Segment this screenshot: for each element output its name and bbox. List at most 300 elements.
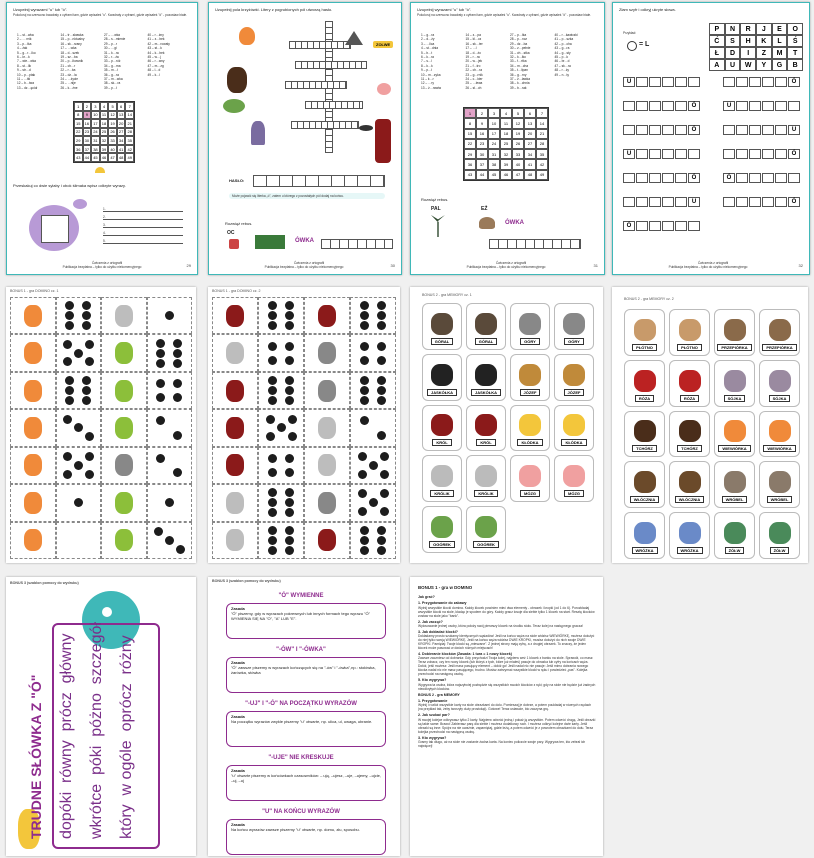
- cipher-slot[interactable]: [662, 101, 674, 111]
- domino-dots-card[interactable]: [56, 334, 102, 371]
- cipher-letter: L: [772, 35, 788, 47]
- domino-picture-card[interactable]: [304, 484, 350, 521]
- cipher-slot[interactable]: [649, 197, 661, 207]
- swallow-icon: [359, 125, 373, 131]
- instruction-heading: 4. Dobieranie klocków (Zasada: 1 tura = 1 nowy klocek): [418, 652, 512, 657]
- word-list: [421, 33, 595, 103]
- domino-picture-card[interactable]: [212, 522, 258, 559]
- squirrel-icon: [24, 492, 42, 514]
- cipher-letter: S: [725, 35, 741, 47]
- instructions-page: [410, 577, 603, 856]
- word-item: 38 – sk…ra: [104, 81, 121, 86]
- domino-picture-card[interactable]: [10, 447, 56, 484]
- domino-dot: [268, 498, 277, 507]
- cipher-letter: N: [725, 23, 741, 35]
- domino-picture-card[interactable]: [304, 447, 350, 484]
- rule-box: [226, 657, 386, 693]
- word-item: 9 – p…ł: [421, 68, 432, 73]
- domino-dots-card[interactable]: [258, 334, 304, 371]
- memory-card[interactable]: [466, 354, 506, 401]
- cipher-slot[interactable]: [662, 149, 674, 159]
- memory-label: KŁÓDKA: [517, 439, 542, 446]
- memory-card[interactable]: [669, 411, 710, 458]
- cipher-slot[interactable]: [649, 221, 661, 231]
- domino-dots-card[interactable]: [258, 297, 304, 334]
- word-item: 5 – g…r…lko: [17, 50, 36, 55]
- grid-cell: 5: [512, 108, 524, 118]
- hedgehog-icon: [479, 217, 495, 229]
- domino-dot: [74, 461, 83, 470]
- domino-dots-card[interactable]: [56, 409, 102, 446]
- word-item: 4 – żak: [17, 46, 28, 51]
- memory-card[interactable]: [714, 360, 755, 407]
- memory-picture-icon: [563, 364, 585, 386]
- cipher-slot[interactable]: [636, 101, 648, 111]
- memory-card[interactable]: [759, 309, 800, 356]
- memory-label: KRÓL: [432, 439, 451, 446]
- domino-dots-card[interactable]: [350, 372, 396, 409]
- memory-card[interactable]: [554, 455, 594, 502]
- squirrel-icon: [24, 454, 42, 476]
- domino-picture-card[interactable]: [212, 334, 258, 371]
- word-item: 36 – g…rny: [510, 72, 527, 77]
- word-item: 15 – p…nktualny: [60, 37, 85, 42]
- domino-dots-card[interactable]: [350, 334, 396, 371]
- domino-dot: [360, 321, 369, 330]
- domino-picture-card[interactable]: [101, 409, 147, 446]
- domino-dots-card[interactable]: [56, 484, 102, 521]
- domino-dot: [377, 301, 386, 310]
- domino-picture-card[interactable]: [101, 447, 147, 484]
- memory-picture-icon: [431, 414, 453, 436]
- number-grid: [73, 101, 135, 163]
- cipher-letter: T: [787, 47, 803, 59]
- memory-picture-icon: [679, 319, 701, 341]
- memory-card[interactable]: [669, 360, 710, 407]
- word-item: 11 – k…r: [421, 77, 434, 82]
- domino-dot: [268, 454, 277, 463]
- footer-line-2: Publikacja bezpłatna – tylko do użytku niekomercyjnego: [466, 265, 546, 269]
- cipher-slot[interactable]: [762, 77, 774, 87]
- grid-cell: 27: [524, 139, 536, 149]
- cipher-slot[interactable]: [723, 197, 735, 207]
- memory-label: JÓZEF: [520, 389, 541, 396]
- snail-illustration: [23, 195, 93, 255]
- domino-picture-card[interactable]: [10, 372, 56, 409]
- domino-dots-card[interactable]: [56, 447, 102, 484]
- cipher-slot[interactable]: [662, 173, 674, 183]
- domino-picture-card[interactable]: [10, 297, 56, 334]
- domino-dots-card[interactable]: [350, 297, 396, 334]
- domino-picture-card[interactable]: [10, 484, 56, 521]
- cipher-letter: W: [740, 59, 756, 71]
- answer-line: 5.: [103, 239, 183, 244]
- word-item: 25 – …lewa: [465, 81, 483, 86]
- memory-picture-icon: [475, 465, 497, 487]
- cipher-slot[interactable]: [788, 101, 800, 111]
- domino-dot: [82, 376, 91, 385]
- cipher-slot[interactable]: [662, 125, 674, 135]
- cipher-slot[interactable]: [649, 125, 661, 135]
- cipher-slot[interactable]: [723, 149, 735, 159]
- grid-cell: 46: [500, 170, 512, 180]
- memory-label: KŁÓDKA: [561, 439, 586, 446]
- cipher-slot[interactable]: [749, 197, 761, 207]
- cipher-slot[interactable]: [623, 197, 635, 207]
- memory-card[interactable]: [510, 354, 550, 401]
- word-item: 3 – …lica: [421, 41, 435, 46]
- memory-card[interactable]: [624, 461, 665, 508]
- memory-card[interactable]: [422, 455, 462, 502]
- cipher-fixed-letter: U: [623, 77, 635, 87]
- word-item: 44 – g…sty: [554, 50, 571, 55]
- memory-card[interactable]: [554, 303, 594, 350]
- domino-dots-card[interactable]: [258, 484, 304, 521]
- domino-picture-card[interactable]: [304, 522, 350, 559]
- cipher-slot[interactable]: [762, 101, 774, 111]
- domino-dots-card[interactable]: [147, 522, 193, 559]
- memory-card[interactable]: [466, 455, 506, 502]
- domino-dots-card[interactable]: [56, 297, 102, 334]
- grid-cell: 32: [100, 136, 109, 145]
- word-item: 7 – wie…wka: [17, 59, 36, 64]
- domino-picture-card[interactable]: [212, 484, 258, 521]
- forest-icon: [255, 235, 285, 249]
- memory-card[interactable]: [422, 354, 462, 401]
- worksheet-page-31: [410, 2, 605, 275]
- memory-card[interactable]: [510, 303, 550, 350]
- domino-dots-card[interactable]: [147, 484, 193, 521]
- poster-word: główny: [58, 633, 75, 684]
- cipher-slot[interactable]: [662, 221, 674, 231]
- cipher-slot[interactable]: [749, 77, 761, 87]
- cipher-slot[interactable]: [623, 101, 635, 111]
- memory-card[interactable]: [624, 512, 665, 559]
- grid-cell: 41: [117, 145, 126, 154]
- cipher-fixed-letter: U: [788, 125, 800, 135]
- domino-dots-card[interactable]: [258, 447, 304, 484]
- domino-dot: [380, 470, 389, 479]
- word-item: 27 – …wka: [104, 33, 120, 37]
- memory-card[interactable]: [624, 360, 665, 407]
- memory-picture-icon: [769, 370, 791, 392]
- domino-dot: [63, 452, 72, 461]
- cipher-slot[interactable]: [649, 101, 661, 111]
- cipher-fixed-letter: Ó: [688, 125, 700, 135]
- memory-card[interactable]: [759, 411, 800, 458]
- memory-card[interactable]: [669, 309, 710, 356]
- memory-card[interactable]: [669, 461, 710, 508]
- page-number: 32: [798, 263, 803, 268]
- memory-card[interactable]: [669, 512, 710, 559]
- cipher-slot[interactable]: [749, 173, 761, 183]
- instruction-2: Pokoloruj na czerwono kwadraty z cyframi tam, gdzie wpisałeś "u". Kwadraty z cyframi, gdzie wpisałeś "ó" - pozostaw białe.: [13, 13, 188, 17]
- grid-cell: 17: [91, 119, 100, 128]
- domino-dot: [360, 396, 369, 405]
- grid-cell: 39: [100, 145, 109, 154]
- poster-word: równy: [58, 740, 75, 783]
- word-item: 20 – p…łkownik: [60, 59, 84, 64]
- lamp-icon: [229, 239, 239, 249]
- domino-dots-card[interactable]: [56, 372, 102, 409]
- cipher-slot[interactable]: [688, 77, 700, 87]
- memory-label: RÓŻA: [680, 395, 699, 402]
- grid-cell: 37: [476, 159, 488, 169]
- memory-card[interactable]: [759, 360, 800, 407]
- cipher-slot[interactable]: [636, 125, 648, 135]
- domino-dots-card[interactable]: [350, 447, 396, 484]
- word-item: 17 – …l: [465, 46, 477, 51]
- cipher-slot[interactable]: [775, 101, 787, 111]
- domino-dots-card[interactable]: [147, 447, 193, 484]
- cipher-slot[interactable]: [675, 173, 687, 183]
- domino-picture-card[interactable]: [10, 522, 56, 559]
- footer-line-2: Publikacja bezpłatna – tylko do użytku niekomercyjnego: [264, 265, 344, 269]
- domino-dots-card[interactable]: [147, 334, 193, 371]
- cipher-slot[interactable]: [762, 197, 774, 207]
- cipher-slot[interactable]: [775, 77, 787, 87]
- memory-card[interactable]: [624, 309, 665, 356]
- cipher-slot[interactable]: [775, 173, 787, 183]
- instruction-text: Wylosowanie jednej osoby, która położy swój pierwszy klocek na środku stołu. Teraz kolej na następnego gracza!: [418, 623, 583, 628]
- word-item: 14 – z…pa: [465, 33, 481, 37]
- cipher-slot[interactable]: [788, 173, 800, 183]
- domino-dot: [285, 488, 294, 497]
- cipher-word-row: [623, 193, 700, 207]
- rule-box: [226, 819, 386, 855]
- word-item: 19 – r…ra: [465, 55, 480, 60]
- cipher-slot[interactable]: [775, 197, 787, 207]
- domino-dots-card[interactable]: [56, 522, 102, 559]
- grid-cell: 14: [125, 111, 134, 120]
- domino-picture-card[interactable]: [304, 409, 350, 446]
- memory-card[interactable]: [714, 411, 755, 458]
- grid-cell: 40: [512, 159, 524, 169]
- domino-dot: [268, 376, 277, 385]
- memory-picture-icon: [634, 420, 656, 442]
- domino-dot: [82, 301, 91, 310]
- cipher-slot[interactable]: [675, 125, 687, 135]
- memory-card[interactable]: [759, 512, 800, 559]
- domino-dot: [65, 311, 74, 320]
- domino-picture-card[interactable]: [10, 409, 56, 446]
- word-item: 16 – sk…rzany: [60, 41, 82, 46]
- cipher-slot[interactable]: [649, 149, 661, 159]
- memory-label: JASKÓŁKA: [471, 389, 501, 396]
- cipher-slot[interactable]: [749, 101, 761, 111]
- cipher-slot[interactable]: [675, 77, 687, 87]
- grid-cell: 7: [125, 102, 134, 111]
- grid-cell: 47: [512, 170, 524, 180]
- squirrel-icon: [24, 380, 42, 402]
- memory-card[interactable]: [422, 506, 462, 553]
- cipher-slot[interactable]: [762, 173, 774, 183]
- cipher-slot[interactable]: [688, 149, 700, 159]
- grid-cell: 2: [83, 102, 92, 111]
- grid-cell: 20: [117, 119, 126, 128]
- word-item: 33 – f…rtka: [510, 59, 527, 64]
- memory-card[interactable]: [466, 303, 506, 350]
- domino-dots-card[interactable]: [147, 297, 193, 334]
- domino-picture-card[interactable]: [304, 297, 350, 334]
- domino-dot: [285, 342, 294, 351]
- bird-icon: [318, 492, 336, 514]
- cipher-slot[interactable]: [749, 125, 761, 135]
- domino-dot: [380, 489, 389, 498]
- cipher-slot[interactable]: [662, 77, 674, 87]
- domino-picture-card[interactable]: [10, 334, 56, 371]
- memory-card[interactable]: [554, 354, 594, 401]
- word-item: 29 – p…r: [104, 41, 118, 46]
- instruction-text: Wygrywa ta osoba, która najszybciej pozbędzie się wszystkich swoich klocków z ręki; gdy na stole nie będzie już żadnych nieodkrytych klocków.: [418, 682, 596, 691]
- cipher-slot[interactable]: [723, 77, 735, 87]
- memory-card[interactable]: [422, 405, 462, 452]
- header-note: (szablon pomocy do wydruku): [26, 581, 79, 585]
- grid-cell: 12: [512, 118, 524, 128]
- memory-card[interactable]: [510, 405, 550, 452]
- cipher-slot[interactable]: [636, 149, 648, 159]
- cipher-slot[interactable]: [675, 149, 687, 159]
- cipher-slot[interactable]: [736, 77, 748, 87]
- cipher-slot[interactable]: [662, 197, 674, 207]
- domino-picture-card[interactable]: [101, 522, 147, 559]
- king-icon: [375, 119, 391, 163]
- domino-dot: [369, 498, 378, 507]
- memory-picture-icon: [724, 370, 746, 392]
- domino-dot: [74, 498, 83, 507]
- domino-picture-card[interactable]: [304, 372, 350, 409]
- cipher-slot[interactable]: [736, 173, 748, 183]
- memory-card[interactable]: [714, 512, 755, 559]
- poster-page: [6, 577, 196, 856]
- word-item: 32 – k…łko: [510, 55, 526, 60]
- cipher-slot[interactable]: [649, 77, 661, 87]
- cipher-slot[interactable]: [723, 125, 735, 135]
- cipher-slot[interactable]: [636, 221, 648, 231]
- word-item: 1 – g…ra: [421, 33, 435, 37]
- domino-picture-card[interactable]: [101, 484, 147, 521]
- cipher-slot[interactable]: [736, 149, 748, 159]
- cipher-fixed-letter: Ó: [688, 173, 700, 183]
- cipher-slot[interactable]: [623, 173, 635, 183]
- memory-card[interactable]: [466, 506, 506, 553]
- memory-picture-icon: [769, 522, 791, 544]
- cipher-slot[interactable]: [736, 197, 748, 207]
- memory-label: WŁÓCZNIA: [630, 496, 660, 503]
- domino-dots-card[interactable]: [350, 484, 396, 521]
- memory-label: WRÓBEL: [767, 496, 793, 503]
- rule-title: "-UJ" I "-Ó" NA POCZĄTKU WYRAZÓW: [245, 701, 357, 707]
- grid-cell: 12: [108, 111, 117, 120]
- domino-picture-card[interactable]: [212, 372, 258, 409]
- rule-text: "u" otwarte piszemy w końcówkach czasowników: – ują, –ujesz, –uje, –ujemy, –ujcie, –uj, –uj: [231, 773, 381, 783]
- memory-card[interactable]: [510, 455, 550, 502]
- memory-card[interactable]: [422, 303, 462, 350]
- grid-cell: 9: [476, 118, 488, 128]
- domino-picture-card[interactable]: [304, 334, 350, 371]
- domino-picture-card[interactable]: [212, 297, 258, 334]
- cipher-slot[interactable]: [775, 149, 787, 159]
- memory-card[interactable]: [624, 411, 665, 458]
- memory-picture-icon: [563, 465, 585, 487]
- grid-cell: 8: [74, 111, 83, 120]
- king-icon: [318, 305, 336, 327]
- domino-dots-card[interactable]: [147, 372, 193, 409]
- cipher-slot[interactable]: [649, 173, 661, 183]
- domino-dot: [360, 301, 369, 310]
- domino-picture-card[interactable]: [101, 372, 147, 409]
- domino-dot: [377, 376, 386, 385]
- memory-card[interactable]: [714, 461, 755, 508]
- cipher-slot[interactable]: [636, 77, 648, 87]
- cipher-slot[interactable]: [762, 125, 774, 135]
- cipher-slot[interactable]: [675, 101, 687, 111]
- domino-dots-card[interactable]: [350, 522, 396, 559]
- memory-card[interactable]: [466, 405, 506, 452]
- cipher-slot[interactable]: [675, 197, 687, 207]
- domino-grid: [212, 297, 396, 559]
- grid-cell: 24: [91, 128, 100, 137]
- word-item: 7 – s…l: [421, 59, 432, 64]
- domino-dots-card[interactable]: [147, 409, 193, 446]
- cipher-slot[interactable]: [675, 221, 687, 231]
- cipher-slot[interactable]: [688, 221, 700, 231]
- cipher-slot[interactable]: [623, 125, 635, 135]
- domino-dot: [165, 311, 174, 320]
- memory-card[interactable]: [714, 309, 755, 356]
- instruction-heading: 2. Jak zacząć?: [418, 619, 443, 624]
- domino-dot: [85, 470, 94, 479]
- domino-picture-card[interactable]: [212, 409, 258, 446]
- memory-label: WRÓŻKA: [632, 547, 658, 554]
- memory-picture-icon: [634, 370, 656, 392]
- cipher-slot[interactable]: [749, 149, 761, 159]
- word-item: 41 – p…szka: [554, 37, 574, 42]
- memory-card[interactable]: [554, 405, 594, 452]
- memory-picture-icon: [679, 420, 701, 442]
- frog-icon: [115, 529, 133, 551]
- grid-cell: 26: [108, 128, 117, 137]
- cipher-fixed-letter: U: [623, 149, 635, 159]
- cipher-slot[interactable]: [636, 197, 648, 207]
- word-item: 36 – g…ra: [104, 72, 119, 77]
- cipher-slot[interactable]: [736, 101, 748, 111]
- domino-dots-card[interactable]: [258, 409, 304, 446]
- cipher-slot[interactable]: [636, 173, 648, 183]
- memory-card[interactable]: [759, 461, 800, 508]
- cipher-slot[interactable]: [775, 125, 787, 135]
- cipher-letter: I: [740, 47, 756, 59]
- domino-dots-card[interactable]: [258, 522, 304, 559]
- domino-dots-card[interactable]: [350, 409, 396, 446]
- page-header: BONUS 1 - gra DOMINO cz. 2: [212, 289, 261, 293]
- domino-dot: [156, 454, 165, 463]
- cipher-slot[interactable]: [762, 149, 774, 159]
- grid-cell: 24: [488, 139, 500, 149]
- instruction-text: Wytnij wszystkie klocki domina. Każdy klocek powinien mieć dwa elementy - obrazek i kropki (od 1 do 6). Porozkładaj wszystkie klocki na stole, kładąc je spodem do góry. Każdy gracz losuje dla siebie tylko 1 klocek na start. Resztę klocków zostaw na stole jako "bank".: [418, 605, 595, 618]
- word-item: 14 – tr…skawka: [60, 33, 84, 37]
- domino-dot: [285, 386, 294, 395]
- poster-word: póżno: [88, 693, 105, 737]
- domino-dots-card[interactable]: [258, 372, 304, 409]
- domino-picture-card[interactable]: [212, 447, 258, 484]
- domino-dot: [377, 546, 386, 555]
- cipher-slot[interactable]: [736, 125, 748, 135]
- poster-word-row: [118, 635, 136, 839]
- domino-picture-card[interactable]: [101, 334, 147, 371]
- memory-page-2: [612, 287, 808, 563]
- domino-picture-card[interactable]: [101, 297, 147, 334]
